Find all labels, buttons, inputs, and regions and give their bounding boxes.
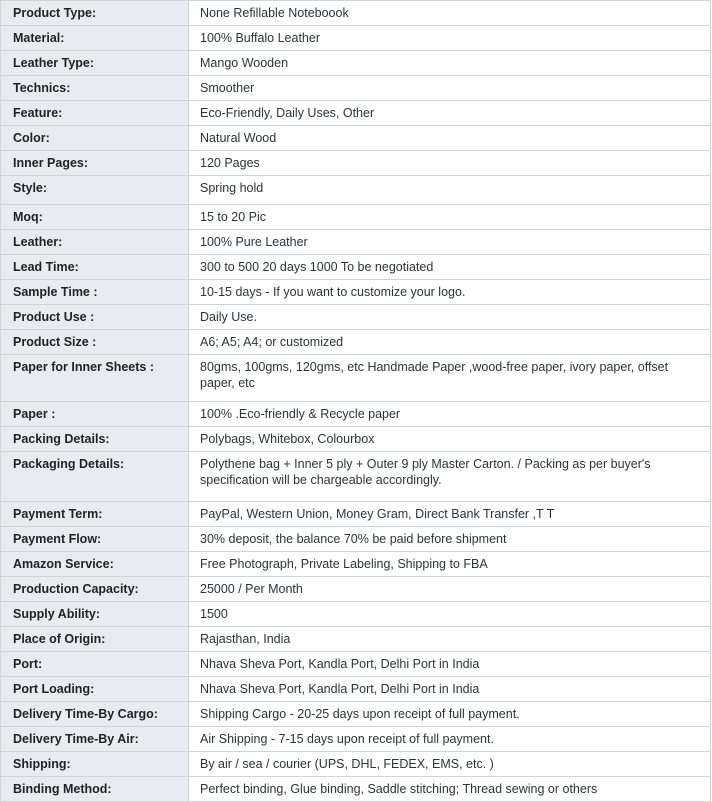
spec-value: 1500 <box>189 602 711 627</box>
table-row <box>1 126 711 151</box>
table-row <box>1 577 711 602</box>
spec-value: 100% .Eco-friendly & Recycle paper <box>189 402 711 427</box>
spec-value: Spring hold <box>189 176 711 205</box>
spec-value: 100% Buffalo Leather <box>189 26 711 51</box>
table-row <box>1 280 711 305</box>
spec-label: Payment Term: <box>1 502 189 527</box>
spec-label: Port: <box>1 652 189 677</box>
spec-label: Leather Type: <box>1 51 189 76</box>
spec-value: None Refillable Noteboook <box>189 1 711 26</box>
spec-value: 300 to 500 20 days 1000 To be negotiated <box>189 255 711 280</box>
table-row <box>1 1 711 26</box>
table-row <box>1 652 711 677</box>
spec-label: Moq: <box>1 205 189 230</box>
spec-label: Port Loading: <box>1 677 189 702</box>
spec-value: 15 to 20 Pic <box>189 205 711 230</box>
table-row <box>1 602 711 627</box>
spec-label: Delivery Time-By Air: <box>1 727 189 752</box>
spec-label: Technics: <box>1 76 189 101</box>
spec-value: Polythene bag + Inner 5 ply + Outer 9 ply Master Carton. / Packing as per buyer's specification will be chargeable accordingly. <box>189 452 711 502</box>
table-row <box>1 627 711 652</box>
spec-value: Free Photograph, Private Labeling, Shipping to FBA <box>189 552 711 577</box>
table-row <box>1 26 711 51</box>
spec-label: Product Size : <box>1 330 189 355</box>
spec-value: Rajasthan, India <box>189 627 711 652</box>
spec-value: Daily Use. <box>189 305 711 330</box>
spec-value: Shipping Cargo - 20-25 days upon receipt of full payment. <box>189 702 711 727</box>
table-row <box>1 552 711 577</box>
table-row <box>1 402 711 427</box>
spec-label: Paper : <box>1 402 189 427</box>
spec-label: Paper for Inner Sheets : <box>1 355 189 402</box>
spec-label: Product Type: <box>1 1 189 26</box>
spec-value: PayPal, Western Union, Money Gram, Direct Bank Transfer ,T T <box>189 502 711 527</box>
table-row <box>1 151 711 176</box>
spec-value: Polybags, Whitebox, Colourbox <box>189 427 711 452</box>
spec-value: 30% deposit, the balance 70% be paid before shipment <box>189 527 711 552</box>
spec-label: Packing Details: <box>1 427 189 452</box>
table-row <box>1 51 711 76</box>
spec-label: Binding Method: <box>1 777 189 802</box>
spec-value: Nhava Sheva Port, Kandla Port, Delhi Port in India <box>189 677 711 702</box>
spec-value: 10-15 days - If you want to customize your logo. <box>189 280 711 305</box>
table-row <box>1 752 711 777</box>
table-row <box>1 527 711 552</box>
spec-value: Air Shipping - 7-15 days upon receipt of full payment. <box>189 727 711 752</box>
spec-label: Supply Ability: <box>1 602 189 627</box>
spec-label: Material: <box>1 26 189 51</box>
table-row <box>1 427 711 452</box>
spec-value: Smoother <box>189 76 711 101</box>
table-row <box>1 330 711 355</box>
spec-label: Production Capacity: <box>1 577 189 602</box>
table-row <box>1 502 711 527</box>
table-row <box>1 101 711 126</box>
table-row <box>1 355 711 402</box>
spec-label: Delivery Time-By Cargo: <box>1 702 189 727</box>
spec-value: Mango Wooden <box>189 51 711 76</box>
table-row <box>1 677 711 702</box>
spec-label: Inner Pages: <box>1 151 189 176</box>
spec-value: Perfect binding, Glue binding, Saddle stitching; Thread sewing or others <box>189 777 711 802</box>
spec-value: Eco-Friendly, Daily Uses, Other <box>189 101 711 126</box>
table-row <box>1 205 711 230</box>
table-row <box>1 176 711 205</box>
spec-label: Sample Time : <box>1 280 189 305</box>
spec-label: Amazon Service: <box>1 552 189 577</box>
table-row <box>1 76 711 101</box>
spec-label: Place of Origin: <box>1 627 189 652</box>
table-row <box>1 452 711 502</box>
spec-label: Leather: <box>1 230 189 255</box>
table-row <box>1 305 711 330</box>
spec-value: 25000 / Per Month <box>189 577 711 602</box>
spec-label: Feature: <box>1 101 189 126</box>
table-row <box>1 702 711 727</box>
spec-label: Color: <box>1 126 189 151</box>
spec-value: A6; A5; A4; or customized <box>189 330 711 355</box>
table-row <box>1 230 711 255</box>
spec-value: 80gms, 100gms, 120gms, etc Handmade Paper ,wood-free paper, ivory paper, offset paper, etc <box>189 355 711 402</box>
spec-label: Shipping: <box>1 752 189 777</box>
spec-value: 100% Pure Leather <box>189 230 711 255</box>
spec-value: Nhava Sheva Port, Kandla Port, Delhi Port in India <box>189 652 711 677</box>
spec-label: Style: <box>1 176 189 205</box>
spec-value: By air / sea / courier (UPS, DHL, FEDEX, EMS, etc. ) <box>189 752 711 777</box>
spec-label: Lead Time: <box>1 255 189 280</box>
spec-label: Product Use : <box>1 305 189 330</box>
spec-value: 120 Pages <box>189 151 711 176</box>
table-row <box>1 777 711 802</box>
table-row <box>1 255 711 280</box>
spec-value: Natural Wood <box>189 126 711 151</box>
spec-label: Payment Flow: <box>1 527 189 552</box>
spec-label: Packaging Details: <box>1 452 189 502</box>
table-row <box>1 727 711 752</box>
